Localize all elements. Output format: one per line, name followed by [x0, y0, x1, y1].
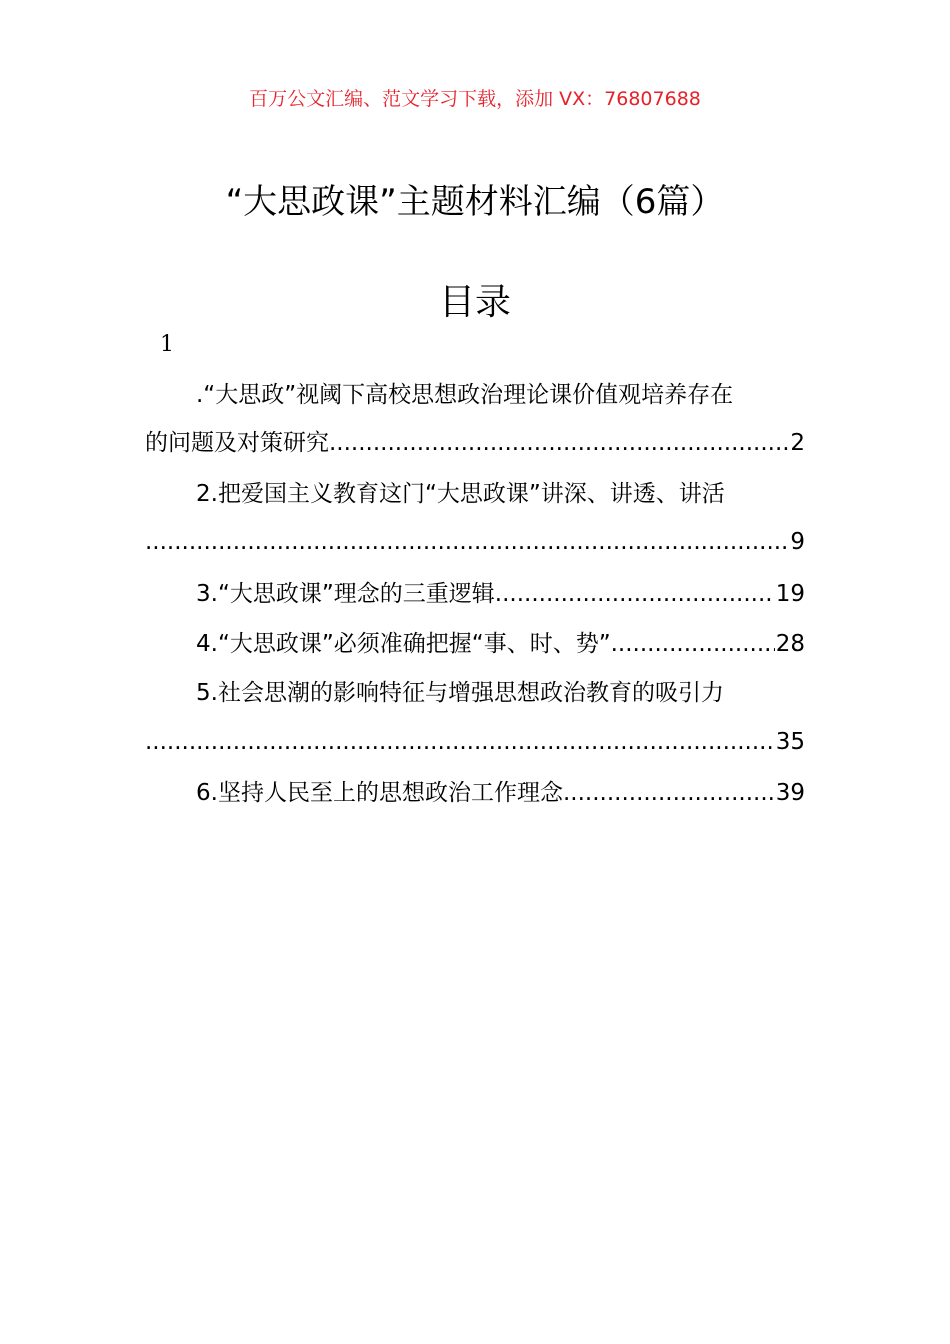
toc-entry-title: 5.社会思潮的影响特征与增强思想政治教育的吸引力: [196, 680, 724, 706]
toc-entry-3[interactable]: [145, 577, 805, 611]
toc-entry-title: 6.坚持人民至上的思想政治工作理念: [196, 780, 563, 806]
toc-entry-title: .“大思政”视阈下高校思想政治理论课价值观培养存在: [196, 382, 734, 408]
document-title: “大思政课”主题材料汇编（6篇）: [225, 182, 725, 222]
toc-page-number: 35: [775, 729, 805, 755]
toc-entry-1-number: 1: [160, 332, 174, 357]
toc-page-number: 39: [775, 780, 805, 806]
dot-leader: [611, 627, 775, 661]
toc-page-number: 9: [790, 529, 805, 555]
toc-entry-6[interactable]: [145, 776, 805, 810]
watermark-banner: 百万公文汇编、范文学习下载，添加 VX：76807688: [249, 88, 701, 110]
toc-page-number: 2: [790, 430, 805, 456]
toc-entry-5-line1: [145, 676, 805, 710]
dot-leader: [145, 725, 775, 759]
toc-entry-2-line2: [145, 525, 805, 559]
toc-entry-title: 3.“大思政课”理念的三重逻辑: [196, 581, 495, 607]
toc-entry-title: 4.“大思政课”必须准确把握“事、时、势”: [196, 631, 611, 657]
toc-entry-title: 2.把爱国主义教育这门“大思政课”讲深、讲透、讲活: [196, 481, 725, 507]
dot-leader: [329, 426, 789, 460]
dot-leader: [563, 776, 775, 810]
toc-page-number: 28: [775, 631, 805, 657]
toc-entry-5-line2: [145, 725, 805, 759]
toc-page-number: 19: [775, 581, 805, 607]
toc-entry-title: 的问题及对策研究: [145, 430, 329, 456]
dot-leader: [495, 577, 775, 611]
toc-entry-1-line2: [145, 426, 805, 460]
dot-leader: [145, 525, 789, 559]
toc-entry-1-line1: [145, 378, 805, 412]
toc-entry-4[interactable]: [145, 627, 805, 661]
toc-heading: 目录: [438, 282, 511, 323]
toc-entry-2-line1: [145, 477, 805, 511]
